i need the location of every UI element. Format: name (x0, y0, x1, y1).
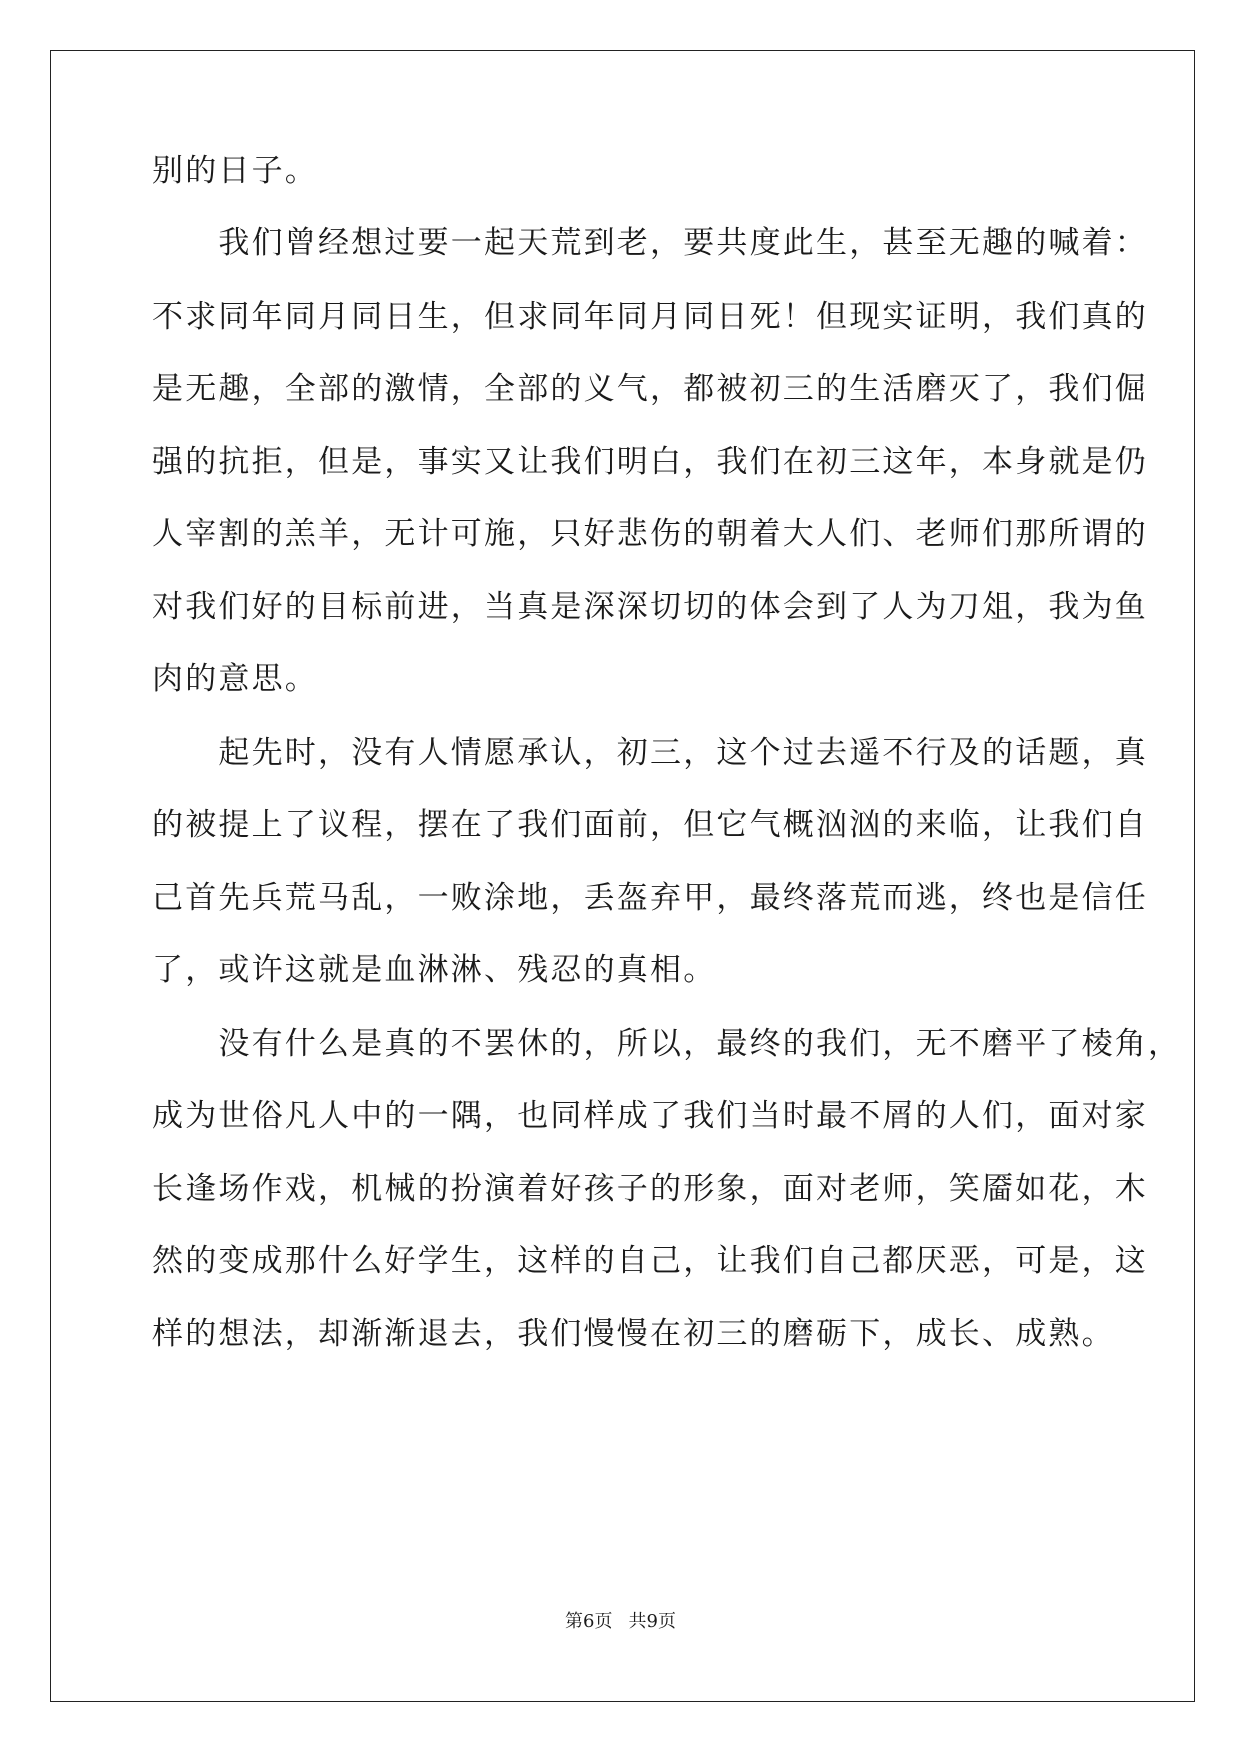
page-footer (0, 1610, 1241, 1634)
text-line: 别的日子。 (152, 153, 318, 189)
text-line: 不求同年同月同日生，但求同年同月同日死！但现实证明，我们真的 (152, 299, 1148, 335)
text-line: 对我们好的目标前进，当真是深深切切的体会到了人为刀俎，我为鱼 (152, 589, 1148, 625)
page-label-suffix: 页 (594, 1611, 613, 1632)
text-line: 样的想法，却渐渐退去，我们慢慢在初三的磨砺下，成长、成熟。 (152, 1316, 1115, 1352)
page-total: 9 (646, 1611, 658, 1632)
text-line: 肉的意思。 (152, 661, 318, 697)
text-line: 我们曾经想过要一起天荒到老，要共度此生，甚至无趣的喊着： (152, 225, 1148, 261)
text-line: 长逢场作戏，机械的扮演着好孩子的形象，面对老师，笑靥如花，木 (152, 1171, 1148, 1207)
text-line: 的被提上了议程，摆在了我们面前，但它气概汹汹的来临，让我们自 (152, 807, 1148, 843)
total-label-suffix: 页 (657, 1611, 676, 1632)
text-line: 没有什么是真的不罢休的，所以，最终的我们，无不磨平了棱角， (152, 1026, 1182, 1062)
page-label-prefix: 第 (565, 1611, 584, 1632)
total-label-prefix: 共 (628, 1611, 647, 1632)
text-line: 强的抗拒，但是，事实又让我们明白，我们在初三这年，本身就是仍 (152, 444, 1148, 480)
text-line: 是无趣，全部的激情，全部的义气，都被初三的生活磨灭了，我们倔 (152, 371, 1148, 407)
text-line: 了，或许这就是血淋淋、残忍的真相。 (152, 952, 717, 988)
text-line: 起先时，没有人情愿承认，初三，这个过去遥不行及的话题，真 (152, 735, 1148, 771)
text-line: 成为世俗凡人中的一隅，也同样成了我们当时最不屑的人们，面对家 (152, 1098, 1148, 1134)
text-line: 然的变成那什么好学生，这样的自己，让我们自己都厌恶，可是，这 (152, 1243, 1148, 1279)
text-line: 己首先兵荒马乱，一败涂地，丢盔弃甲，最终落荒而逃，终也是信任 (152, 880, 1148, 916)
text-line: 人宰割的羔羊，无计可施，只好悲伤的朝着大人们、老师们那所谓的 (152, 516, 1148, 552)
page-current: 6 (583, 1611, 595, 1632)
